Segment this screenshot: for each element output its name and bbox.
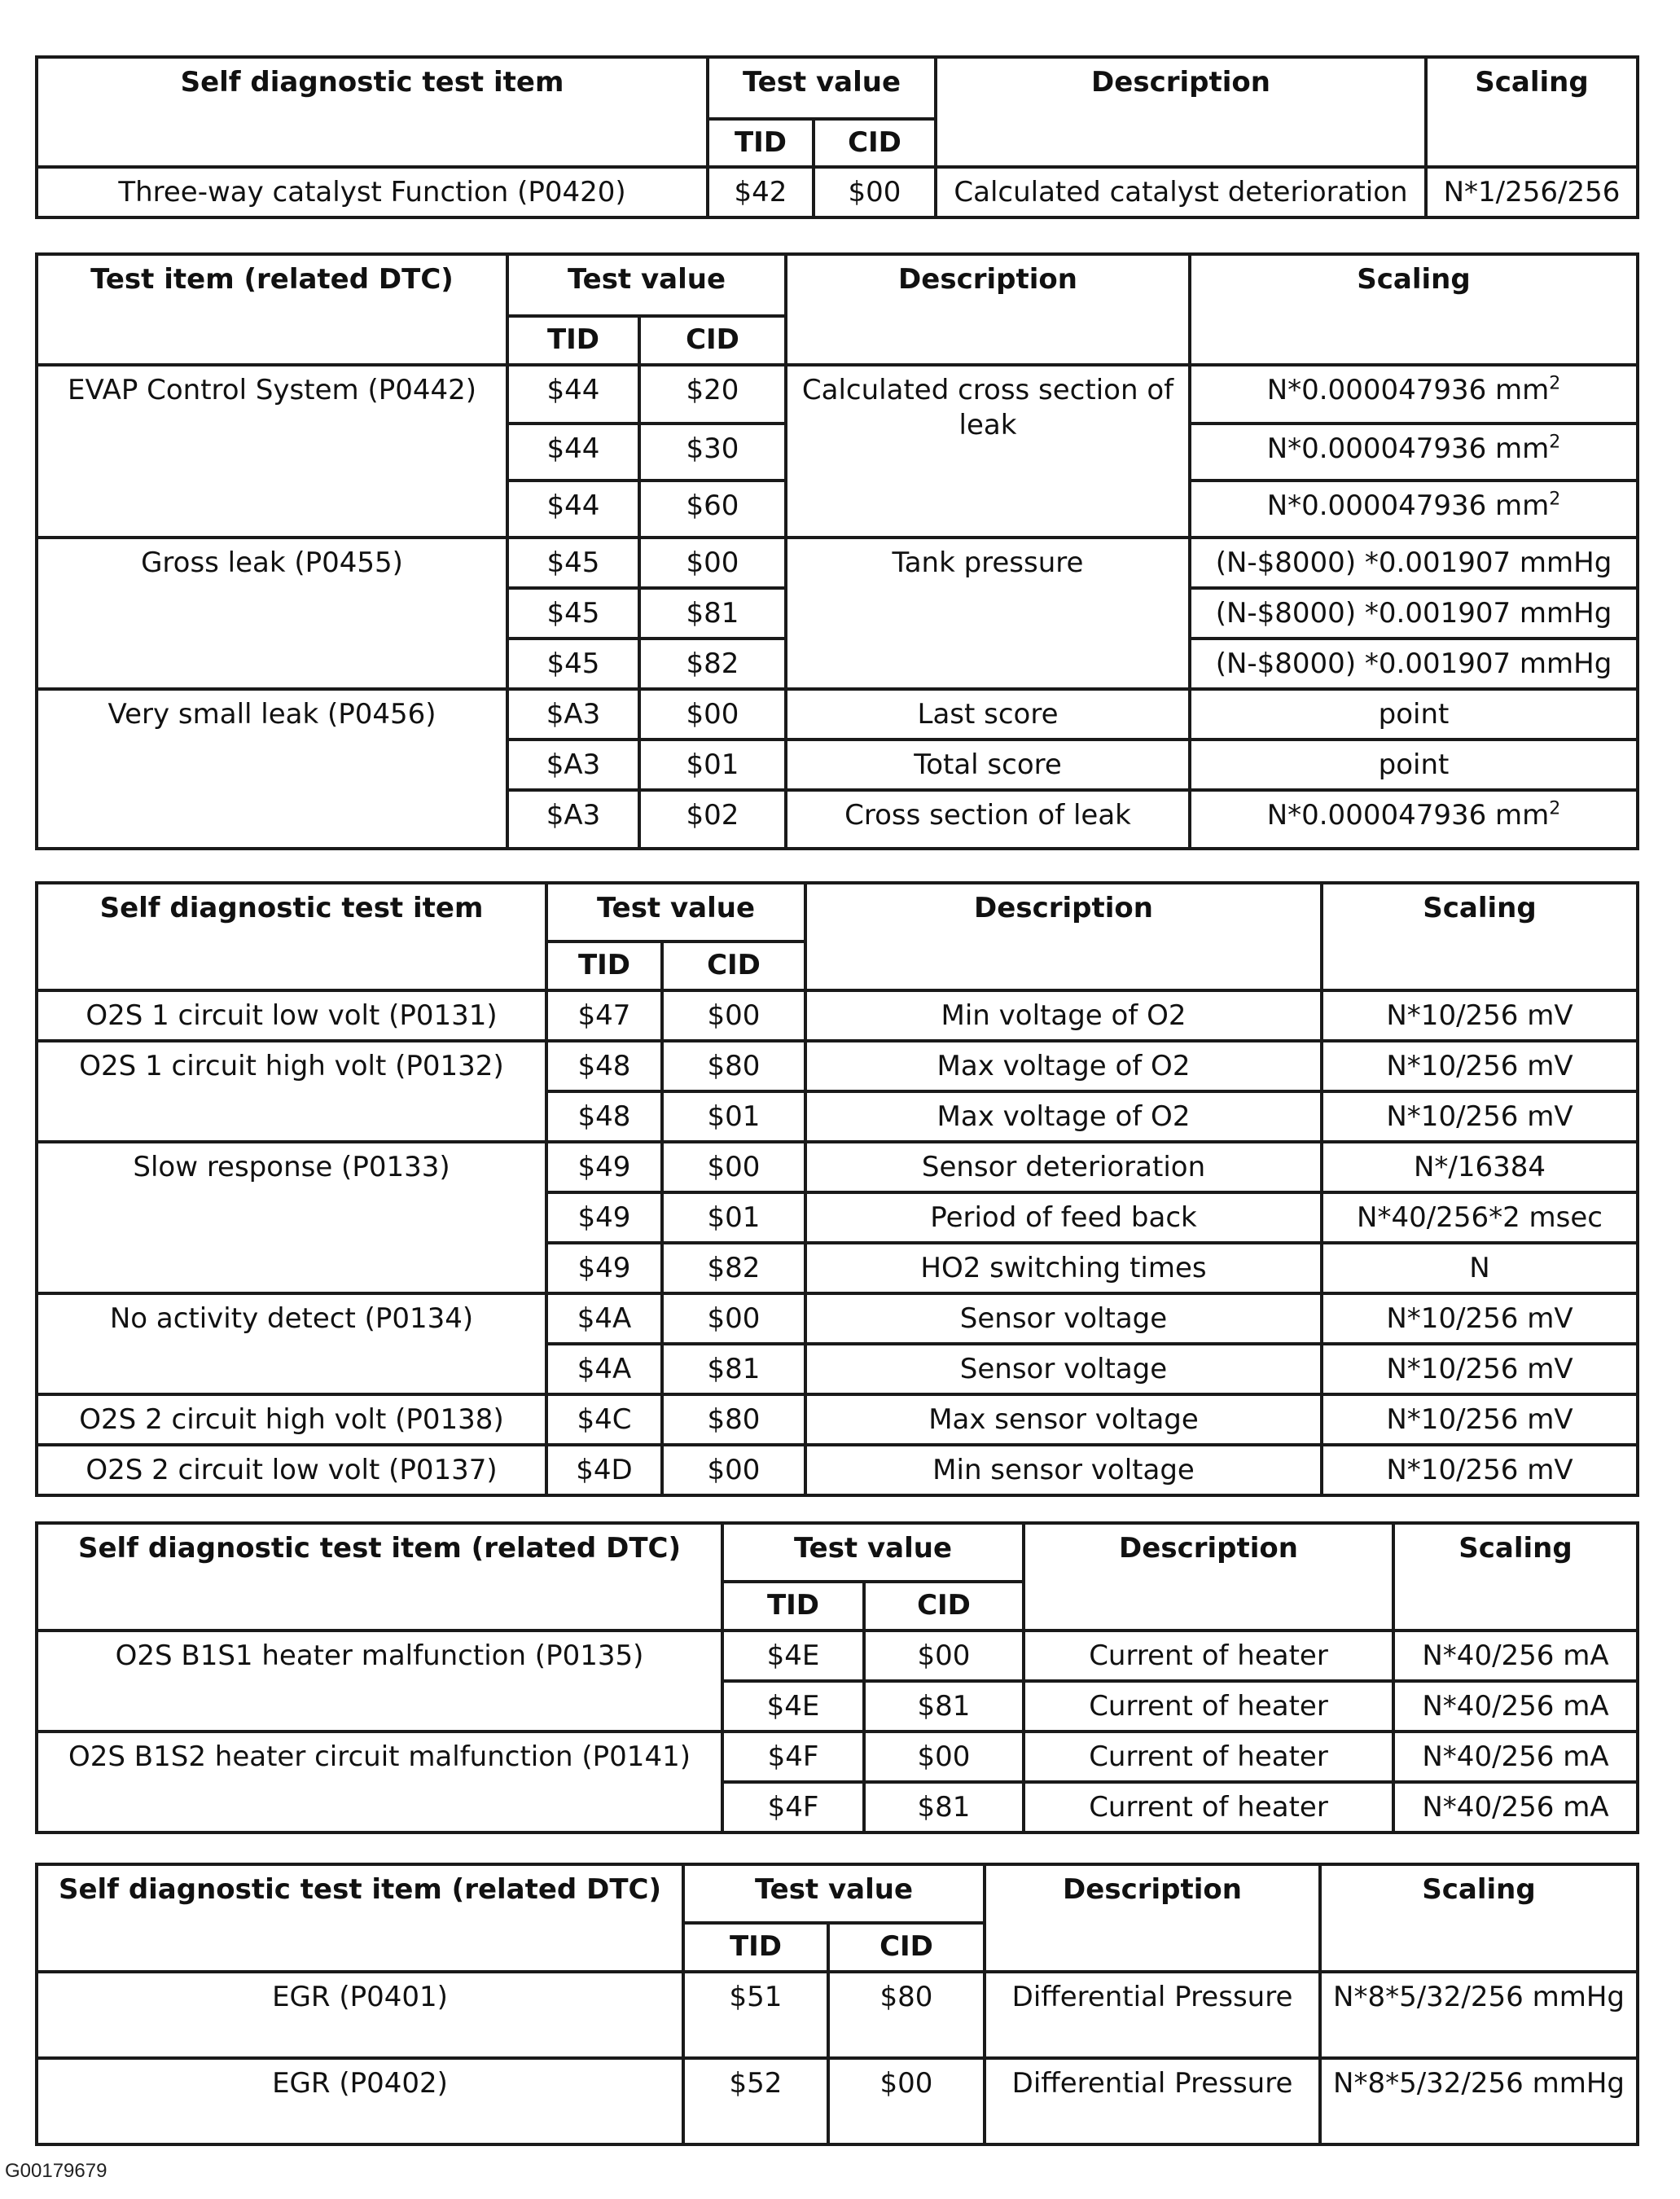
cell-description: Period of feed back <box>805 1192 1322 1243</box>
header-description: Description <box>805 883 1322 990</box>
header-scaling: Scaling <box>1190 254 1638 365</box>
cell-tid: $4A <box>546 1344 662 1394</box>
cell-scaling: point <box>1190 689 1638 740</box>
scaling-text: N*0.000047936 mm <box>1266 799 1550 832</box>
cell-description: Differential Pressure <box>985 2058 1320 2144</box>
header-scaling: Scaling <box>1322 883 1638 990</box>
cell-scaling: N*10/256 mV <box>1322 1091 1638 1142</box>
cell-cid: $80 <box>828 1972 985 2058</box>
cell-cid: $00 <box>864 1631 1024 1681</box>
superscript: 2 <box>1549 373 1561 394</box>
cell-item: Very small leak (P0456) <box>37 689 507 849</box>
cell-scaling <box>1190 790 1638 849</box>
header-test-value: Test value <box>546 883 805 941</box>
cell-tid: $4E <box>722 1631 864 1681</box>
header-scaling: Scaling <box>1393 1523 1638 1631</box>
cell-item: O2S B1S2 heater circuit malfunction (P0141) <box>37 1732 722 1832</box>
cell-description: Max sensor voltage <box>805 1394 1322 1445</box>
cell-tid: $49 <box>546 1243 662 1293</box>
table-row <box>37 1972 1638 2058</box>
header-description: Description <box>985 1864 1320 1972</box>
header-scaling: Scaling <box>1426 57 1638 167</box>
header-test-value: Test value <box>683 1864 985 1923</box>
cell-cid: $01 <box>662 1091 805 1142</box>
cell-scaling: N*40/256*2 msec <box>1322 1192 1638 1243</box>
cell-tid: $47 <box>546 990 662 1041</box>
table-row <box>37 2058 1638 2144</box>
cell-cid: $80 <box>662 1041 805 1091</box>
cell-description: Sensor deterioration <box>805 1142 1322 1192</box>
cell-description: Differential Pressure <box>985 1972 1320 2058</box>
cell-scaling <box>1190 365 1638 424</box>
cell-tid: $49 <box>546 1142 662 1192</box>
header-test-value: Test value <box>507 254 786 316</box>
cell-description: Last score <box>786 689 1190 740</box>
table-row <box>37 1293 1638 1344</box>
cell-item: EVAP Control System (P0442) <box>37 365 507 538</box>
cell-description: Current of heater <box>1024 1782 1393 1832</box>
cell-description: Calculated cross section of leak <box>786 365 1190 538</box>
cell-cid: $81 <box>864 1681 1024 1732</box>
cell-scaling: N*40/256 mA <box>1393 1782 1638 1832</box>
header-cid: CID <box>639 316 786 365</box>
cell-cid: $00 <box>639 689 786 740</box>
cell-tid: $44 <box>507 481 639 538</box>
header-item: Self diagnostic test item <box>37 883 546 990</box>
table-row <box>37 538 1638 588</box>
table-row <box>37 167 1638 217</box>
header-description: Description <box>936 57 1426 167</box>
cell-scaling: N*8*5/32/256 mmHg <box>1320 1972 1638 2058</box>
cell-scaling: N <box>1322 1243 1638 1293</box>
table-heater <box>35 1521 1639 1834</box>
cell-cid: $00 <box>662 1445 805 1495</box>
scaling-text: N*0.000047936 mm <box>1266 432 1550 465</box>
cell-item: Slow response (P0133) <box>37 1142 546 1293</box>
cell-scaling <box>1190 481 1638 538</box>
cell-scaling: N*10/256 mV <box>1322 1041 1638 1091</box>
cell-item: O2S 2 circuit low volt (P0137) <box>37 1445 546 1495</box>
cell-tid: $45 <box>507 588 639 639</box>
table-row <box>37 990 1638 1041</box>
cell-scaling: N*40/256 mA <box>1393 1631 1638 1681</box>
cell-cid: $00 <box>662 1293 805 1344</box>
table-row <box>37 1732 1638 1782</box>
header-cid: CID <box>814 119 936 167</box>
header-item: Self diagnostic test item (related DTC) <box>37 1523 722 1631</box>
cell-tid: $45 <box>507 639 639 689</box>
cell-cid: $82 <box>662 1243 805 1293</box>
cell-tid: $45 <box>507 538 639 588</box>
cell-scaling: N*1/256/256 <box>1426 167 1638 217</box>
cell-cid: $20 <box>639 365 786 424</box>
header-item: Test item (related DTC) <box>37 254 507 365</box>
cell-cid: $81 <box>662 1344 805 1394</box>
cell-cid: $80 <box>662 1394 805 1445</box>
cell-scaling: N*40/256 mA <box>1393 1732 1638 1782</box>
cell-cid: $00 <box>864 1732 1024 1782</box>
cell-scaling: point <box>1190 740 1638 790</box>
header-item: Self diagnostic test item (related DTC) <box>37 1864 683 1972</box>
cell-description: Max voltage of O2 <box>805 1091 1322 1142</box>
header-test-value: Test value <box>708 57 936 119</box>
table-o2s <box>35 881 1639 1497</box>
cell-item: No activity detect (P0134) <box>37 1293 546 1394</box>
cell-scaling: N*40/256 mA <box>1393 1681 1638 1732</box>
header-tid: TID <box>546 941 662 990</box>
cell-cid: $81 <box>639 588 786 639</box>
scaling-text: N*0.000047936 mm <box>1266 489 1550 522</box>
header-scaling: Scaling <box>1320 1864 1638 1972</box>
cell-description: Current of heater <box>1024 1631 1393 1681</box>
table-catalyst <box>35 55 1639 219</box>
superscript: 2 <box>1549 798 1561 819</box>
table-row <box>37 689 1638 740</box>
table-row <box>37 1631 1638 1681</box>
cell-description: Sensor voltage <box>805 1344 1322 1394</box>
cell-cid: $02 <box>639 790 786 849</box>
cell-item: EGR (P0401) <box>37 1972 683 2058</box>
header-cid: CID <box>662 941 805 990</box>
cell-item: EGR (P0402) <box>37 2058 683 2144</box>
cell-tid: $42 <box>708 167 814 217</box>
cell-description: Current of heater <box>1024 1732 1393 1782</box>
cell-scaling: N*10/256 mV <box>1322 1445 1638 1495</box>
cell-tid: $4F <box>722 1782 864 1832</box>
header-description: Description <box>786 254 1190 365</box>
cell-tid: $4C <box>546 1394 662 1445</box>
cell-description: Total score <box>786 740 1190 790</box>
cell-description: Max voltage of O2 <box>805 1041 1322 1091</box>
cell-cid: $82 <box>639 639 786 689</box>
cell-cid: $00 <box>662 1142 805 1192</box>
cell-item: O2S 2 circuit high volt (P0138) <box>37 1394 546 1445</box>
cell-scaling: N*8*5/32/256 mmHg <box>1320 2058 1638 2144</box>
cell-tid: $52 <box>683 2058 828 2144</box>
cell-tid: $A3 <box>507 790 639 849</box>
cell-tid: $44 <box>507 424 639 481</box>
scaling-text: N*0.000047936 mm <box>1266 374 1550 406</box>
table-row <box>37 1394 1638 1445</box>
cell-description: Calculated catalyst deterioration <box>936 167 1426 217</box>
cell-description: Tank pressure <box>786 538 1190 689</box>
cell-cid: $01 <box>639 740 786 790</box>
header-tid: TID <box>683 1923 828 1972</box>
cell-cid: $00 <box>662 990 805 1041</box>
header-tid: TID <box>722 1582 864 1631</box>
cell-scaling: N*10/256 mV <box>1322 990 1638 1041</box>
header-cid: CID <box>864 1582 1024 1631</box>
cell-cid: $00 <box>814 167 936 217</box>
cell-tid: $48 <box>546 1091 662 1142</box>
cell-scaling: N*10/256 mV <box>1322 1293 1638 1344</box>
table-row <box>37 365 1638 424</box>
cell-item: O2S 1 circuit high volt (P0132) <box>37 1041 546 1142</box>
cell-scaling: N*10/256 mV <box>1322 1344 1638 1394</box>
cell-scaling: (N-$8000) *0.001907 mmHg <box>1190 538 1638 588</box>
header-tid: TID <box>507 316 639 365</box>
cell-cid: $81 <box>864 1782 1024 1832</box>
cell-description: HO2 switching times <box>805 1243 1322 1293</box>
cell-cid: $60 <box>639 481 786 538</box>
cell-tid: $4E <box>722 1681 864 1732</box>
cell-scaling: N*/16384 <box>1322 1142 1638 1192</box>
cell-description: Current of heater <box>1024 1681 1393 1732</box>
table-row <box>37 1041 1638 1091</box>
figure-code: G00179679 <box>5 2160 107 2182</box>
cell-scaling: N*10/256 mV <box>1322 1394 1638 1445</box>
cell-description: Cross section of leak <box>786 790 1190 849</box>
cell-item: O2S B1S1 heater malfunction (P0135) <box>37 1631 722 1732</box>
cell-tid: $51 <box>683 1972 828 2058</box>
cell-cid: $30 <box>639 424 786 481</box>
cell-scaling: (N-$8000) *0.001907 mmHg <box>1190 588 1638 639</box>
table-row <box>37 1142 1638 1192</box>
table-evap <box>35 252 1639 850</box>
table-egr <box>35 1863 1639 2146</box>
cell-description: Sensor voltage <box>805 1293 1322 1344</box>
header-test-value: Test value <box>722 1523 1024 1582</box>
superscript: 2 <box>1549 432 1561 453</box>
cell-cid: $00 <box>639 538 786 588</box>
header-description: Description <box>1024 1523 1393 1631</box>
cell-description: Min sensor voltage <box>805 1445 1322 1495</box>
header-item: Self diagnostic test item <box>37 57 708 167</box>
cell-item: Gross leak (P0455) <box>37 538 507 689</box>
cell-item: Three-way catalyst Function (P0420) <box>37 167 708 217</box>
cell-tid: $48 <box>546 1041 662 1091</box>
cell-description: Min voltage of O2 <box>805 990 1322 1041</box>
cell-tid: $4F <box>722 1732 864 1782</box>
table-row <box>37 1445 1638 1495</box>
superscript: 2 <box>1549 489 1561 510</box>
cell-scaling: (N-$8000) *0.001907 mmHg <box>1190 639 1638 689</box>
cell-tid: $A3 <box>507 689 639 740</box>
cell-scaling <box>1190 424 1638 481</box>
cell-cid: $01 <box>662 1192 805 1243</box>
cell-tid: $A3 <box>507 740 639 790</box>
header-cid: CID <box>828 1923 985 1972</box>
cell-tid: $49 <box>546 1192 662 1243</box>
cell-item: O2S 1 circuit low volt (P0131) <box>37 990 546 1041</box>
cell-tid: $44 <box>507 365 639 424</box>
cell-tid: $4D <box>546 1445 662 1495</box>
header-tid: TID <box>708 119 814 167</box>
cell-tid: $4A <box>546 1293 662 1344</box>
cell-cid: $00 <box>828 2058 985 2144</box>
